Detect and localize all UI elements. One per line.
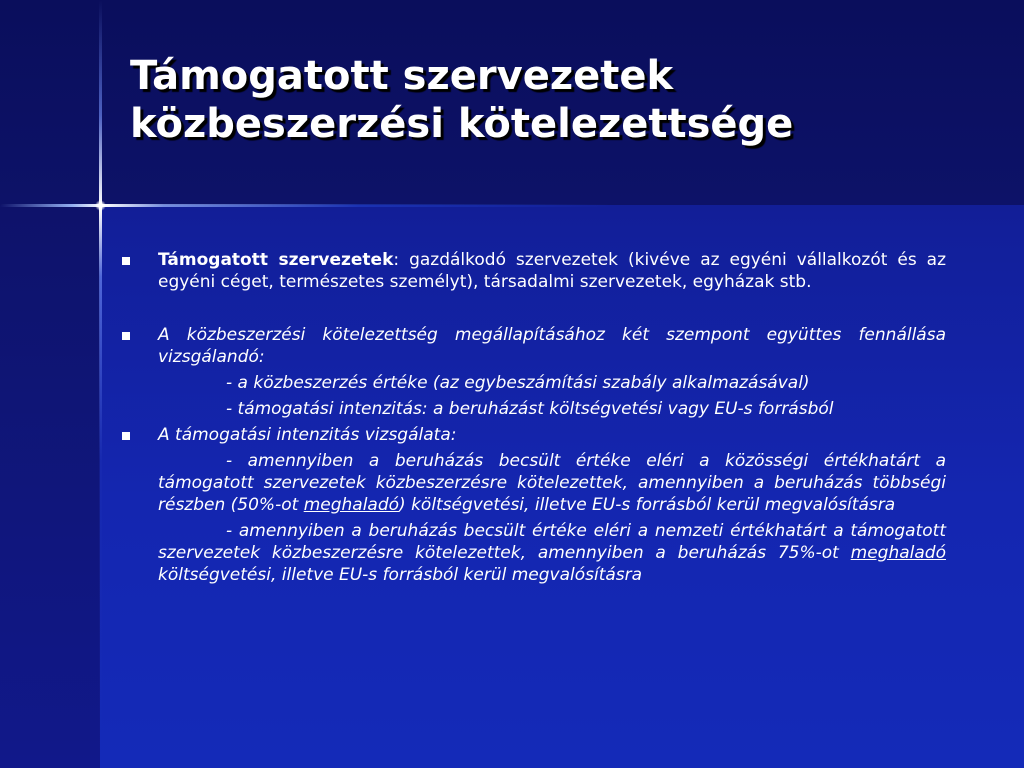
- vertical-light-line: [99, 0, 102, 768]
- bullet-colon: :: [393, 250, 400, 270]
- slide-content: [118, 249, 946, 586]
- underlined-term: meghaladó: [303, 495, 400, 515]
- sub-item-national-threshold: - amennyiben a beruházás becsült értéke eléri a nemzeti értékhatárt a támogatott szervezetek közbeszerzésre kötelezettek, amennyiben a beruházás 75%-ot meghaladó költségvetési, illetve EU-s forrásból kerül megvalósításra: [158, 521, 946, 585]
- bullet-text: A támogatási intenzitás vizsgálata:: [158, 425, 457, 445]
- sub-item-procurement-value: - a közbeszerzés értéke (az egybeszámítási szabály alkalmazásával): [226, 373, 810, 393]
- bullet-term: Támogatott szervezetek: [158, 250, 394, 270]
- sub-item-community-threshold: - amennyiben a beruházás becsült értéke eléri a közösségi értékhatárt a támogatott szervezetek közbeszerzésre kötelezettek, amennyiben a beruházás többségi részben (50%-ot meghaladó) költségvetési, illetve EU-s forrásból kerül megvalósításra: [158, 451, 946, 515]
- title-line-1: Támogatott szervezetek: [130, 53, 674, 99]
- square-bullet-icon: [122, 332, 130, 340]
- bullet-text: gazdálkodó szervezetek (kivéve az egyéni vállalkozót és az egyéni céget, természetes személyt), társadalmi szervezetek, egyházak stb.: [158, 250, 946, 292]
- title-line-2: közbeszerzési kötelezettsége: [130, 101, 794, 147]
- bullet-intensity-review: [118, 424, 946, 446]
- square-bullet-icon: [122, 257, 130, 265]
- sub-item-support-intensity: - támogatási intenzitás: a beruházást költségvetési vagy EU-s forrásból: [226, 399, 834, 419]
- underlined-term: meghaladó: [850, 543, 946, 563]
- bullet-obligation-criteria: [118, 324, 946, 368]
- slide-title: [130, 52, 990, 148]
- bullet-supported-organizations: [118, 249, 946, 293]
- horizontal-light-line: [0, 204, 1024, 207]
- square-bullet-icon: [122, 432, 130, 440]
- bullet-text: A közbeszerzési kötelezettség megállapításához két szempont együttes fennállása vizsgálandó:: [158, 325, 946, 367]
- light-spark-icon: [95, 200, 106, 211]
